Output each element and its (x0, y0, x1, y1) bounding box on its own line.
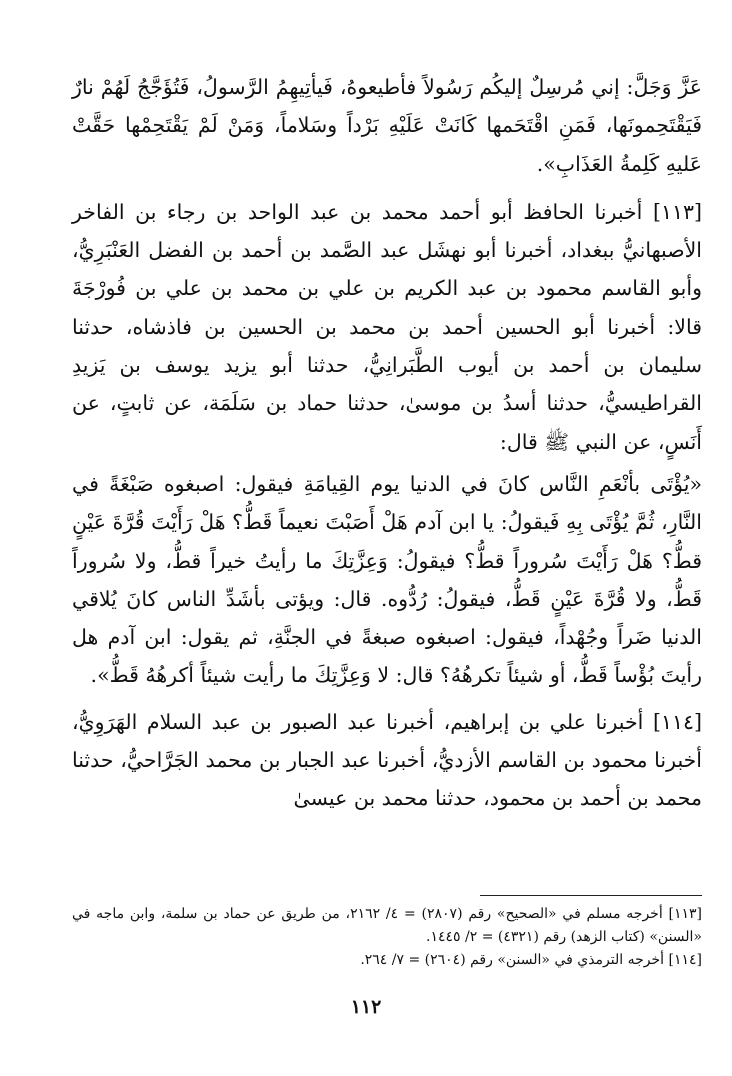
paragraph-isnad-114: [١١٤] أخبرنا علي بن إبراهيم، أخبرنا عبد الصبور بن عبد السلام الهَرَوِيُّ، أخبرنا محمود بن القاسم الأزديُّ، أخبرنا عبد الجبار بن محمد الجَرَّاحيُّ، حدثنا محمد بن أحمد بن محمود، حدثنا محمد بن عيسىٰ (72, 709, 702, 811)
paragraph-matn-113: «يُؤْتَى بأنْعَمِ النَّاس كانَ في الدنيا يوم القِيامَةِ فيقول: اصبغوه صَبْغَةً في النَّارِ، ثُمَّ يُؤْتَى بِهِ فَيقولُ: يا ابن آدم هَلْ أَصَبْتَ نعيماً قَطُّ؟ هَلْ رَأَيْتَ قُرَّةَ عَيْنٍ قطُّ؟ هَلْ رَأَيْتَ سُروراً قطُّ؟ فيقولُ: وَعِزَّتِكَ ما رأيتُ خيراً قطُّ، ولا سُروراً قَطُّ، ولا قُرَّةَ عَيْنٍ قَطُّ، فيقولُ: رُدُّوه. قال: ويؤتى بأشَدِّ الناس كانَ يُلاقي الدنيا ضَراً وجُهْداً، فيقول: اصبغوه صبغةً في الجنَّةِ، ثم يقول: ابن آدم هل رأيتَ بُؤْساً قَطُّ، أو شيئاً تكرهُهُ؟ قال: لا وَعِزَّتِكَ ما رأيت شيئاً أكرهُهُ قَطُّ». (72, 471, 702, 688)
page-number: ١١٢ (350, 996, 382, 1018)
paragraph-hadith-ending: عَزَّ وَجَلَّ: إني مُرسِلٌ إليكُم رَسُولاً فأطيعوهُ، فَيأتِيهِمُ الرَّسولُ، فَتُؤَجَّجُ لَهُمْ نارٌ فَيَقْتَحِمونَها، فَمَنِ اقْتَحَمها كَانَتْ عَلَيْهِ بَرْداً وسَلاماً، وَمَنْ لَمْ يَقْتَحِمْها حَقَّتْ عَليهِ كَلِمةُ العَذَابِ». (72, 75, 702, 176)
page-body (72, 68, 702, 818)
paragraph-isnad-113: [١١٣] أخبرنا الحافظ أبو أحمد محمد بن عبد الواحد بن رجاء بن الفاخر الأصبهانيُّ ببغداد، أخبرنا أبو نهشَل عبد الصَّمد بن أحمد بن الفضل العَنْبَرِيُّ، وأبو القاسم محمود بن عبد الكريم بن علي بن محمد بن علي بن فُورْجَةَ قالا: أخبرنا أبو الحسين أحمد بن محمد بن الحسين بن فاذشاه، حدثنا سليمان بن أحمد بن أيوب الطَّبَرانِيُّ، حدثنا أبو يزيد يوسف بن يَزيدِ القراطيسيُّ، حدثنا أسدُ بن موسىٰ، حدثنا حماد بن سَلَمَة، عن ثابتٍ، عن أَنَسٍ، عن النبي ﷺ قال: (72, 199, 702, 454)
footnotes (72, 895, 702, 972)
footnote-113: [١١٣] أخرجه مسلم في «الصحيح» رقم (٢٨٠٧) = ٤/ ٢١٦٢، من طريق عن حماد بن سلمة، وابن ماجه في «السنن» (كتاب الزهد) رقم (٤٣٢١) = ٢/ ١٤٤٥. (72, 906, 703, 945)
footnote-divider (480, 895, 702, 896)
footnote-114: [١١٤] أخرجه الترمذي في «السنن» رقم (٢٦٠٤) = ٧/ ٢٦٤. (360, 952, 702, 968)
